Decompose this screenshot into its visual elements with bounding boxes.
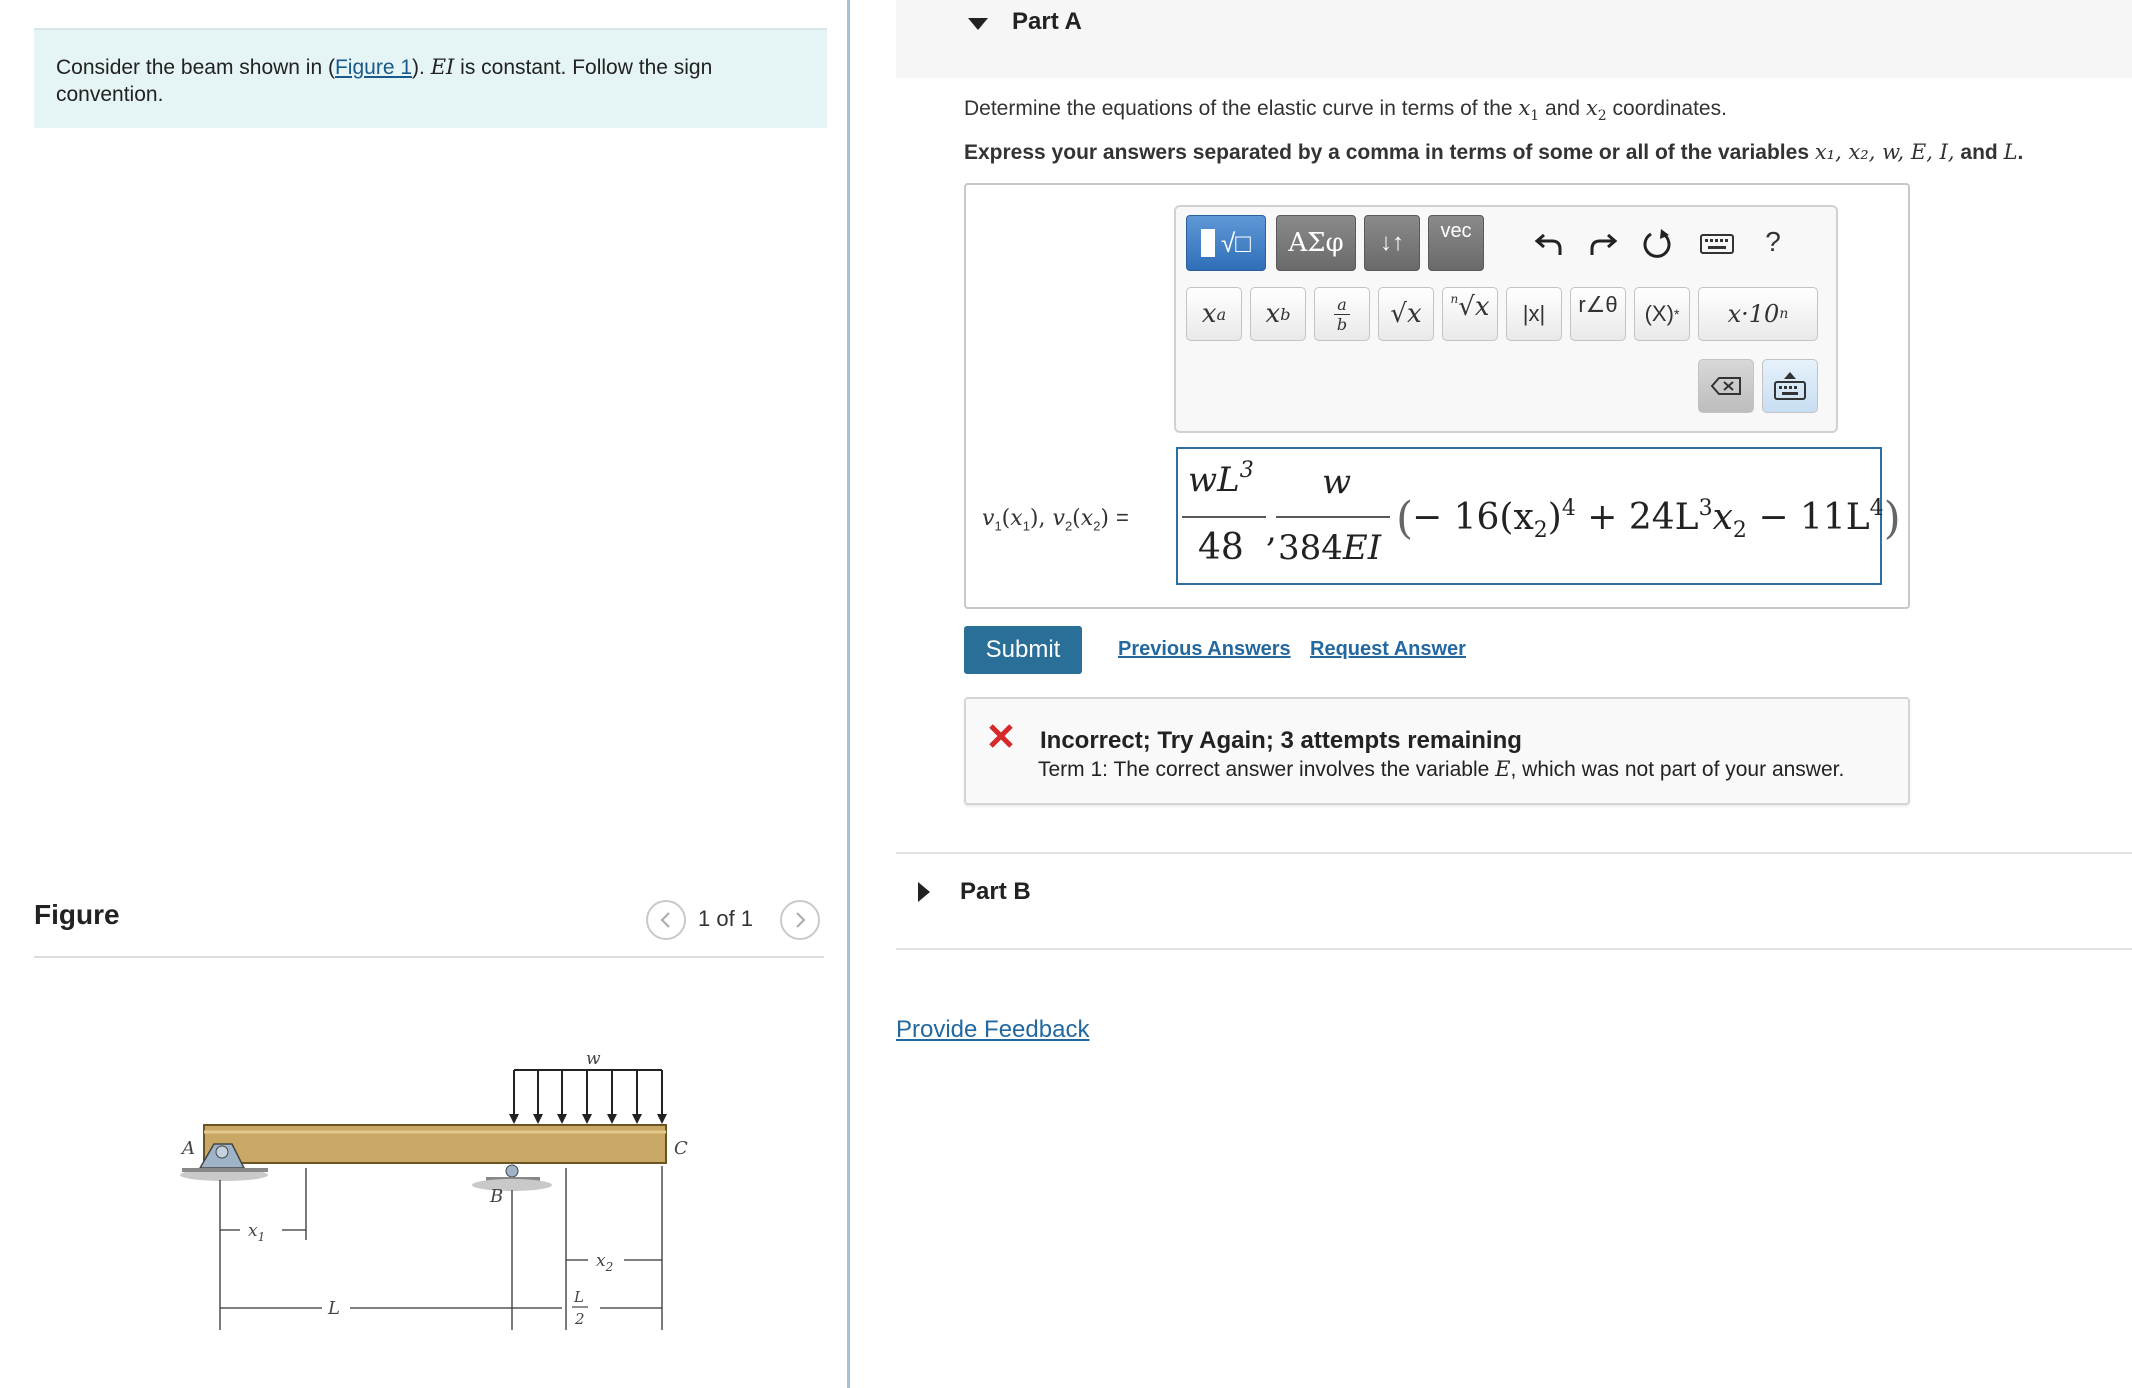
keyboard-icon bbox=[1700, 233, 1734, 255]
fraction-num: a bbox=[1337, 294, 1347, 314]
caret-down-icon[interactable] bbox=[968, 18, 988, 30]
intro-box bbox=[34, 28, 827, 128]
chevron-right-icon bbox=[791, 911, 809, 929]
conj-sup: * bbox=[1673, 306, 1680, 322]
previous-answers-link[interactable]: Previous Answers bbox=[1118, 638, 1291, 660]
figure-header bbox=[34, 890, 824, 958]
fraction-button[interactable] bbox=[1314, 287, 1370, 341]
point-b-label: B bbox=[490, 1186, 504, 1207]
feedback-msg-var: E bbox=[1495, 757, 1511, 781]
intro-text-before: Consider the beam shown in ( bbox=[56, 56, 335, 79]
subscript-index: b bbox=[1280, 304, 1291, 324]
frac1-num-exp: 3 bbox=[1239, 458, 1254, 483]
abs-button[interactable] bbox=[1506, 287, 1562, 341]
power-exp: a bbox=[1216, 304, 1227, 324]
svg-text:wL3 bbox=[1188, 458, 1254, 500]
fraction-den: b bbox=[1336, 314, 1348, 334]
feedback-box bbox=[964, 697, 1910, 805]
beam-figure bbox=[170, 1040, 690, 1360]
paren-open: ( bbox=[1396, 493, 1414, 544]
feedback-msg-after: , which was not part of your answer. bbox=[1510, 758, 1845, 781]
question-x1-sub: 1 bbox=[1530, 108, 1540, 125]
backspace-button[interactable] bbox=[1698, 359, 1754, 413]
conj-label: (X) bbox=[1644, 301, 1674, 326]
greek-label: ΑΣφ bbox=[1288, 228, 1344, 258]
svg-text:x2 bbox=[596, 1251, 613, 1274]
question-x2-sub: 2 bbox=[1597, 108, 1607, 125]
answer-math-input[interactable] bbox=[1176, 447, 1901, 585]
chevron-left-icon bbox=[657, 911, 675, 929]
templates-button[interactable] bbox=[1186, 215, 1266, 271]
term1-close: ) bbox=[1547, 497, 1562, 538]
half-length-den: 2 bbox=[575, 1310, 585, 1328]
label-v1-sub: 1 bbox=[994, 518, 1002, 534]
figure-counter: 1 of 1 bbox=[698, 906, 754, 931]
label-x1-sub: 1 bbox=[1022, 518, 1030, 534]
subscript-button[interactable] bbox=[1250, 287, 1306, 341]
question-mid: and bbox=[1539, 97, 1586, 120]
nroot-index: n bbox=[1450, 292, 1459, 306]
vec-label: vec bbox=[1440, 220, 1472, 242]
reset-button[interactable] bbox=[1630, 217, 1684, 271]
nth-root-button[interactable] bbox=[1442, 287, 1498, 341]
x2-label: x bbox=[596, 1251, 606, 1271]
power-button[interactable] bbox=[1186, 287, 1242, 341]
term2-sub: 2 bbox=[1732, 518, 1747, 543]
sci-sup: n bbox=[1779, 306, 1789, 322]
question-x1: x bbox=[1518, 96, 1531, 120]
figure-title: Figure bbox=[34, 899, 120, 930]
instruction-before: Express your answers separated by a comma in terms of some or all of the variables bbox=[964, 141, 1815, 164]
question-after: coordinates. bbox=[1606, 97, 1727, 120]
arrows-button[interactable] bbox=[1364, 215, 1420, 271]
part-a-title[interactable]: Part A bbox=[1012, 8, 1082, 35]
question-x2: x bbox=[1585, 96, 1598, 120]
right-panel bbox=[850, 0, 2132, 1388]
part-b-title[interactable]: Part B bbox=[960, 878, 1031, 905]
label-v2-sub: 2 bbox=[1064, 518, 1073, 534]
half-length-num: L bbox=[574, 1288, 584, 1306]
frac2-den-num: 384 bbox=[1278, 528, 1343, 568]
svg-text:− 16(x2)4 + 24L3x2 − 11L4) bbox=[1412, 493, 1901, 544]
question-before: Determine the equations of the elastic curve in terms of the bbox=[964, 97, 1519, 120]
instruction-last-var: L bbox=[2003, 140, 2018, 164]
label-x2-sub: 2 bbox=[1093, 518, 1101, 534]
caret-right-icon[interactable] bbox=[918, 882, 930, 902]
keyboard-toggle-button[interactable] bbox=[1762, 359, 1818, 413]
frac2-den-var: EI bbox=[1342, 528, 1382, 568]
term1-exp: 4 bbox=[1561, 496, 1576, 521]
term3-exp: 4 bbox=[1869, 496, 1884, 521]
backspace-icon bbox=[1710, 376, 1742, 396]
sci-label: x·10 bbox=[1727, 300, 1780, 328]
length-l-label: L bbox=[328, 1298, 340, 1319]
frac1-den: 48 bbox=[1198, 527, 1244, 568]
scientific-notation-button[interactable] bbox=[1698, 287, 1818, 341]
term2-exp: 3 bbox=[1698, 496, 1713, 521]
term3: − 11L bbox=[1746, 497, 1870, 538]
load-label: w bbox=[586, 1049, 601, 1069]
abs-label: |x| bbox=[1522, 301, 1546, 326]
submit-button[interactable]: Submit bbox=[964, 626, 1082, 674]
feedback-message bbox=[1038, 757, 1844, 782]
answer-input-label: $v_1(x_1)$, $v_2(x_2)$ = bbox=[982, 505, 1129, 534]
instruction-period: . bbox=[2017, 141, 2024, 164]
undo-icon bbox=[1534, 227, 1564, 257]
angle-label: r∠θ bbox=[1578, 292, 1618, 317]
vec-button[interactable] bbox=[1428, 215, 1484, 271]
provide-feedback-link[interactable]: Provide Feedback bbox=[896, 1016, 1090, 1043]
part-a-header[interactable] bbox=[896, 0, 2132, 78]
sqrt-label: √x bbox=[1390, 299, 1422, 329]
distributed-load-arrows bbox=[514, 1070, 662, 1118]
frac1-num: wL bbox=[1188, 460, 1240, 500]
error-x-icon bbox=[988, 723, 1014, 749]
frac2-num: w bbox=[1322, 462, 1352, 502]
figure-link[interactable]: Figure 1 bbox=[334, 56, 413, 79]
paren-close: ) bbox=[1883, 493, 1901, 544]
intro-ei: EI bbox=[430, 55, 455, 79]
sqrt-button[interactable] bbox=[1378, 287, 1434, 341]
greek-button[interactable] bbox=[1276, 215, 1356, 271]
section-divider bbox=[896, 852, 2132, 854]
templates-label: √□ bbox=[1221, 227, 1251, 258]
label-x2: x bbox=[1080, 506, 1094, 531]
angle-button[interactable] bbox=[1570, 287, 1626, 341]
math-toolbar bbox=[1174, 205, 1838, 433]
nroot-label: √x bbox=[1458, 292, 1490, 322]
left-panel bbox=[0, 0, 848, 1388]
label-equals: = bbox=[1116, 505, 1129, 530]
svg-text:384EI bbox=[1278, 528, 1382, 568]
instruction-vars: x₁, x₂, w, E, I, bbox=[1814, 140, 1955, 164]
point-a-label: A bbox=[182, 1138, 195, 1159]
answer-comma: , bbox=[1266, 510, 1277, 550]
reset-icon bbox=[1641, 228, 1673, 260]
term1: − 16(x bbox=[1412, 497, 1534, 538]
answer-expression bbox=[1178, 449, 1901, 583]
keyboard-toggle-icon bbox=[1773, 371, 1807, 401]
feedback-msg-before: Term 1: The correct answer involves the variable bbox=[1038, 758, 1496, 781]
label-v1: v bbox=[982, 506, 995, 531]
intro-text-after-link: ). bbox=[412, 56, 431, 79]
help-button[interactable] bbox=[1746, 215, 1800, 269]
x1-label: x bbox=[248, 1221, 258, 1241]
term2: + 24L bbox=[1575, 497, 1699, 538]
section-divider bbox=[896, 948, 2132, 950]
point-c-label: C bbox=[674, 1138, 688, 1159]
redo-icon bbox=[1588, 227, 1618, 257]
term1-sub: 2 bbox=[1533, 518, 1548, 543]
instruction-text bbox=[964, 140, 2023, 165]
feedback-title: Incorrect; Try Again; 3 attempts remaining bbox=[1040, 727, 1522, 754]
instruction-and: and bbox=[1954, 141, 2004, 164]
template-box-icon bbox=[1201, 229, 1215, 257]
x1-sub: 1 bbox=[257, 1230, 266, 1244]
conjugate-button[interactable] bbox=[1634, 287, 1690, 341]
subscript-base: x bbox=[1265, 299, 1281, 329]
intro-text-rest: is constant. Follow the sign convention. bbox=[56, 56, 713, 106]
term2-x: x bbox=[1712, 497, 1733, 538]
label-v2: v bbox=[1052, 506, 1065, 531]
question-text bbox=[964, 96, 1727, 124]
undo-button[interactable] bbox=[1522, 215, 1576, 269]
next-figure-button[interactable] bbox=[780, 900, 820, 940]
x2-sub: 2 bbox=[605, 1260, 614, 1274]
arrows-label: ↓↑ bbox=[1380, 229, 1404, 256]
request-answer-link[interactable]: Request Answer bbox=[1310, 638, 1466, 660]
redo-button[interactable] bbox=[1576, 215, 1630, 269]
prev-figure-button[interactable] bbox=[646, 900, 686, 940]
label-x1: x bbox=[1010, 506, 1023, 531]
keyboard-shortcuts-button[interactable] bbox=[1690, 217, 1744, 271]
svg-text:x1 bbox=[248, 1221, 265, 1244]
answer-box bbox=[964, 183, 1910, 609]
help-label: ? bbox=[1765, 226, 1781, 257]
roller-support-b bbox=[472, 1165, 552, 1191]
power-base: x bbox=[1201, 299, 1217, 329]
